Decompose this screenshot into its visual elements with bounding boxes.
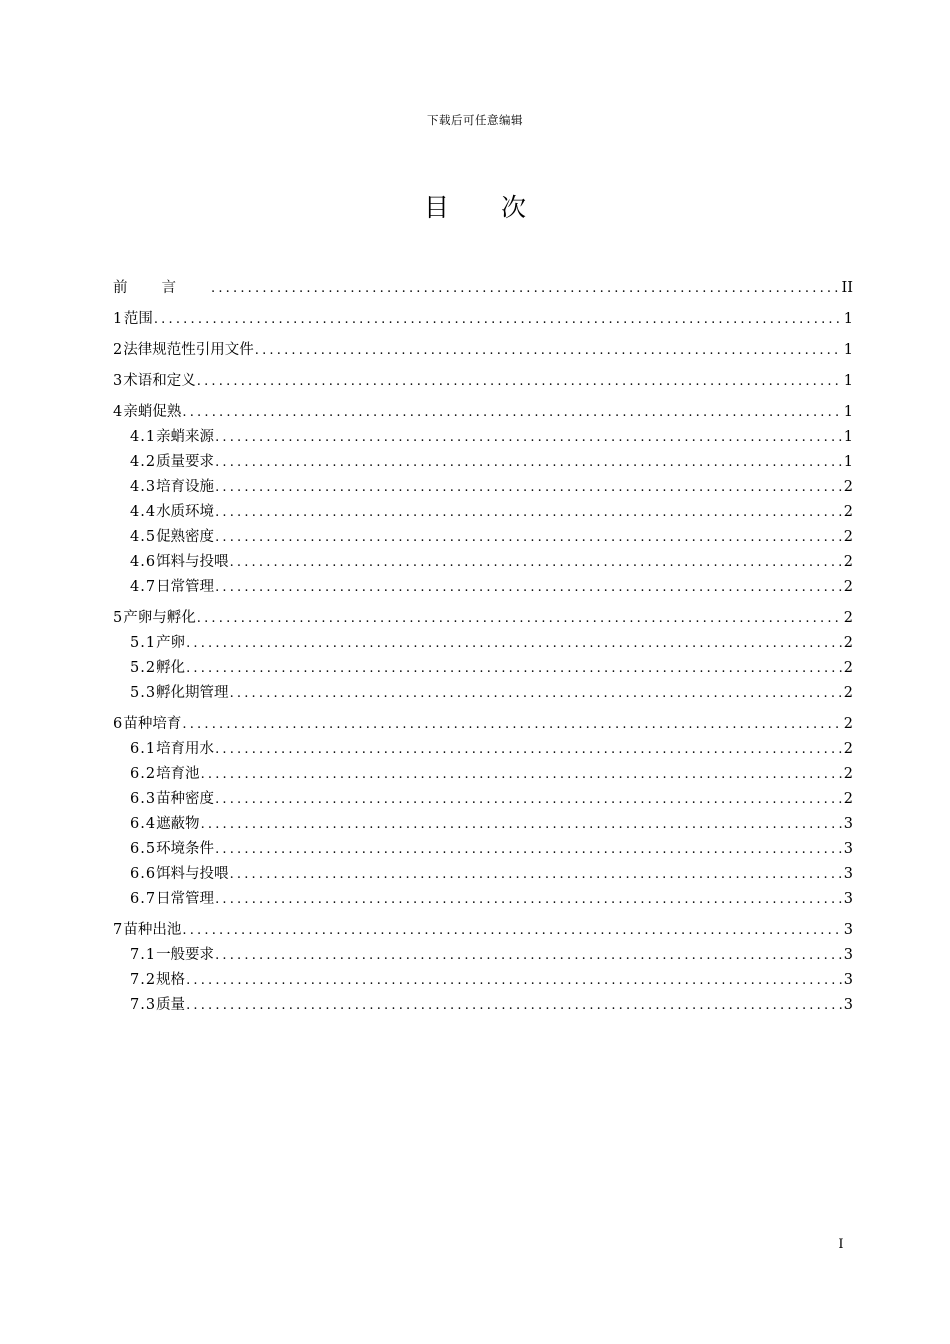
toc-entry-label: 质量要求: [156, 454, 215, 470]
toc-entry-label: 培育池: [156, 766, 200, 782]
dot-leader: [230, 681, 842, 706]
dot-leader: [182, 918, 842, 943]
header-note: 下载后可任意编辑: [427, 113, 523, 127]
toc-entry-label: 前言: [113, 280, 210, 296]
toc-entry[interactable]: [113, 656, 853, 681]
toc-entry-page: 1: [843, 454, 853, 470]
toc-entry-label: 促熟密度: [156, 529, 215, 545]
toc-entry[interactable]: [113, 837, 853, 862]
toc-entry-number: 4.1: [130, 429, 157, 445]
toc-entry[interactable]: [113, 712, 853, 737]
dot-leader: [186, 631, 842, 656]
toc-entry-page: 3: [843, 997, 853, 1013]
dot-leader: [215, 943, 842, 968]
toc-entry[interactable]: [113, 450, 853, 475]
toc-entry-label: 术语和定义: [123, 373, 196, 389]
toc-entry[interactable]: [113, 887, 853, 912]
toc-entry-number: 6.2: [130, 766, 157, 782]
dot-leader: [230, 862, 842, 887]
dot-leader: [255, 338, 842, 363]
toc-entry-page: 1: [843, 404, 853, 420]
toc-entry[interactable]: [113, 631, 853, 656]
toc-entry-page: 1: [843, 342, 853, 358]
dot-leader: [201, 812, 842, 837]
toc-entry[interactable]: [113, 968, 853, 993]
toc-entry-page: 3: [843, 947, 853, 963]
dot-leader: [215, 500, 842, 525]
toc-entry-number: 5: [113, 610, 124, 626]
toc-entry[interactable]: [113, 606, 853, 631]
toc-entry-label: 遮蔽物: [156, 816, 200, 832]
dot-leader: [182, 712, 842, 737]
toc-entry[interactable]: [113, 762, 853, 787]
toc-entry[interactable]: [113, 369, 853, 394]
toc-entry-label: 饵料与投喂: [156, 554, 229, 570]
toc-entry-page: 2: [843, 660, 853, 676]
toc-entry-page: 2: [843, 791, 853, 807]
toc-entry[interactable]: [113, 943, 853, 968]
toc-entry-label: 质量: [156, 997, 186, 1013]
toc-entry-number: 4.4: [130, 504, 157, 520]
toc-entry-page: 3: [843, 866, 853, 882]
toc-entry-page: 2: [843, 479, 853, 495]
dot-leader: [215, 787, 842, 812]
page-number: I: [838, 1237, 844, 1252]
toc-entry-label: 孵化: [156, 660, 186, 676]
toc-entry-label: 范围: [123, 311, 153, 327]
toc-entry-page: 2: [843, 716, 853, 732]
toc-entry-page: 3: [843, 891, 853, 907]
toc-entry-number: 4.7: [130, 579, 157, 595]
toc-entry[interactable]: [113, 400, 853, 425]
toc-entry-label: 日常管理: [156, 891, 215, 907]
dot-leader: [201, 762, 842, 787]
toc-entry-number: 7.3: [130, 997, 157, 1013]
toc-entry-number: 4.5: [130, 529, 157, 545]
toc-entry-number: 5.3: [130, 685, 157, 701]
toc-entry-label: 一般要求: [156, 947, 215, 963]
toc-entry-label: 水质环境: [156, 504, 215, 520]
toc-entry-number: 7: [113, 922, 124, 938]
dot-leader: [215, 525, 842, 550]
toc-entry-page: 3: [843, 972, 853, 988]
toc-entry-number: 4.3: [130, 479, 157, 495]
toc-entry-page: 2: [843, 610, 853, 626]
toc-entry-label: 孵化期管理: [156, 685, 229, 701]
toc-entry-page: 2: [843, 579, 853, 595]
toc-entry-label: 培育设施: [156, 479, 215, 495]
toc-entry-label: 苗种出池: [123, 922, 182, 938]
toc-entry-label: 苗种密度: [156, 791, 215, 807]
toc-entry-label: 产卵与孵化: [123, 610, 196, 626]
toc-entry-number: 6.4: [130, 816, 157, 832]
toc-entry[interactable]: [113, 338, 853, 363]
toc-entry[interactable]: [113, 681, 853, 706]
toc-entry[interactable]: [113, 993, 853, 1018]
toc-entry-page: II: [841, 280, 853, 296]
toc-entry[interactable]: [113, 812, 853, 837]
toc-entry-page: 2: [843, 635, 853, 651]
toc-entry-label: 日常管理: [156, 579, 215, 595]
toc-entry-number: 7.2: [130, 972, 157, 988]
toc-entry-page: 3: [843, 816, 853, 832]
toc-entry-page: 2: [843, 529, 853, 545]
toc-entry-number: 2: [113, 342, 124, 358]
toc-entry[interactable]: [113, 500, 853, 525]
dot-leader: [154, 307, 842, 332]
toc-entry-number: 7.1: [130, 947, 157, 963]
toc-entry-number: 6.7: [130, 891, 157, 907]
toc-entry[interactable]: [113, 525, 853, 550]
dot-leader: [215, 425, 842, 450]
dot-leader: [215, 450, 842, 475]
dot-leader: [215, 575, 842, 600]
toc-title: 目次: [423, 193, 578, 222]
toc-entry-page: 2: [843, 766, 853, 782]
table-of-contents: [113, 276, 853, 1018]
toc-entry-number: 6.5: [130, 841, 157, 857]
toc-entry-page: 2: [843, 504, 853, 520]
toc-entry-label: 饵料与投喂: [156, 866, 229, 882]
toc-entry[interactable]: [113, 475, 853, 500]
toc-entry-number: 4.2: [130, 454, 157, 470]
dot-leader: [215, 887, 842, 912]
toc-entry-number: 4: [113, 404, 124, 420]
toc-entry-page: 3: [843, 922, 853, 938]
toc-entry-label: 苗种培育: [123, 716, 182, 732]
toc-entry-page: 3: [843, 841, 853, 857]
toc-entry-page: 2: [843, 741, 853, 757]
dot-leader: [197, 606, 842, 631]
toc-entry-number: 6.3: [130, 791, 157, 807]
toc-entry[interactable]: [113, 550, 853, 575]
toc-entry-page: 2: [843, 554, 853, 570]
toc-entry-number: 6: [113, 716, 124, 732]
toc-entry-label: 亲蛸来源: [156, 429, 215, 445]
toc-entry-label: 亲蛸促熟: [123, 404, 182, 420]
dot-leader: [186, 968, 842, 993]
dot-leader: [215, 737, 842, 762]
toc-entry[interactable]: [113, 737, 853, 762]
toc-entry-page: 1: [843, 311, 853, 327]
toc-entry[interactable]: [113, 787, 853, 812]
dot-leader: [182, 400, 842, 425]
dot-leader: [186, 993, 842, 1018]
toc-entry[interactable]: [113, 862, 853, 887]
toc-entry-number: 6.6: [130, 866, 157, 882]
toc-entry-label: 环境条件: [156, 841, 215, 857]
toc-entry-label: 规格: [156, 972, 186, 988]
toc-entry-number: 4.6: [130, 554, 157, 570]
toc-entry-number: 5.2: [130, 660, 157, 676]
toc-entry-label: 培育用水: [156, 741, 215, 757]
toc-entry-page: 1: [843, 429, 853, 445]
dot-leader: [197, 369, 842, 394]
toc-entry-label: 产卵: [156, 635, 186, 651]
dot-leader: [186, 656, 842, 681]
toc-entry[interactable]: [113, 918, 853, 943]
dot-leader: [211, 276, 841, 301]
toc-entry[interactable]: [113, 425, 853, 450]
toc-entry[interactable]: [113, 575, 853, 600]
dot-leader: [230, 550, 842, 575]
toc-entry-number: 3: [113, 373, 124, 389]
toc-entry-number: 1: [113, 311, 124, 327]
toc-entry[interactable]: [113, 307, 853, 332]
dot-leader: [215, 475, 842, 500]
toc-entry-label: 法律规范性引用文件: [123, 342, 254, 358]
dot-leader: [215, 837, 842, 862]
toc-entry[interactable]: [113, 276, 853, 301]
toc-entry-number: 6.1: [130, 741, 157, 757]
toc-entry-page: 2: [843, 685, 853, 701]
toc-entry-page: 1: [843, 373, 853, 389]
toc-entry-number: 5.1: [130, 635, 157, 651]
